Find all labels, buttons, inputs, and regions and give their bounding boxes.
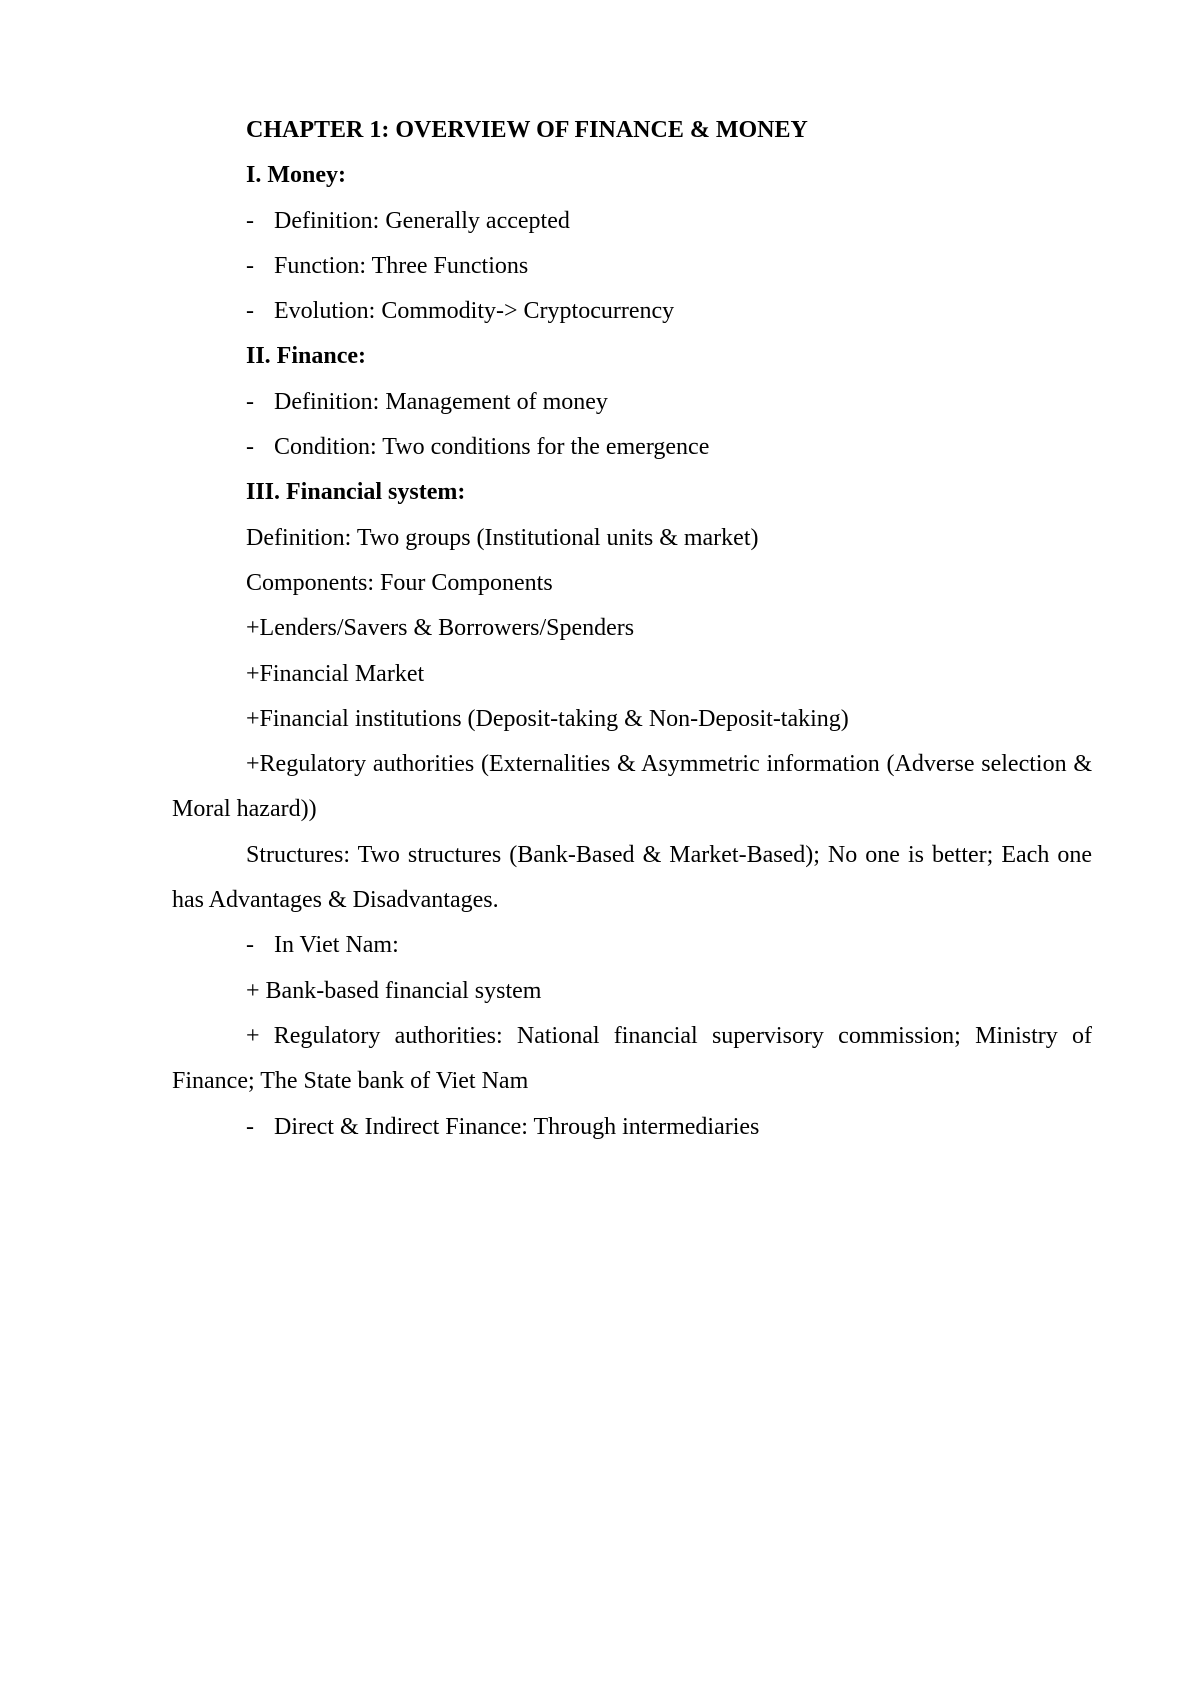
components-paragraph: Components: Four Components [246,569,553,596]
list-item [172,199,1092,244]
list-item-text: Direct & Indirect Finance: Through intermediaries [274,1113,760,1140]
bullet-dash: - [246,252,254,279]
document-body [172,108,1092,1150]
component-item: +Regulatory authorities (Externalities & Asymmetric information (Adverse selection & Moral hazard)) [172,751,1092,823]
list-item [172,425,1092,470]
bullet-dash: - [246,207,254,234]
list-item-text: In Viet Nam: [274,932,399,959]
bullet-dash: - [246,298,254,325]
list-item [172,289,1092,334]
list-item [172,380,1092,425]
bullet-dash: - [246,434,254,461]
component-item: +Financial institutions (Deposit-taking & Non-Deposit-taking) [246,705,849,732]
list-item-text: Definition: Management of money [274,388,608,415]
list-item [172,923,1092,968]
list-item-text: Evolution: Commodity-> Cryptocurrency [274,298,675,325]
section-heading-money: I. Money: [246,162,346,189]
section-heading-financial-system: III. Financial system: [246,479,466,506]
section-heading-finance: II. Finance: [246,343,366,370]
list-item [172,1105,1092,1150]
bullet-dash: - [246,1113,254,1140]
list-item [172,244,1092,289]
bullet-dash: - [246,932,254,959]
definition-paragraph: Definition: Two groups (Institutional units & market) [246,524,759,551]
structures-paragraph: Structures: Two structures (Bank-Based & Market-Based); No one is better; Each one has Advantages & Disadvantages. [172,841,1092,914]
viet-nam-item: + Bank-based financial system [246,977,542,1004]
component-item: +Lenders/Savers & Borrowers/Spenders [246,615,635,642]
bullet-dash: - [246,388,254,415]
viet-nam-item: + Regulatory authorities: National financial supervisory commission; Ministry of Finance; The State bank of Viet Nam [172,1022,1092,1095]
list-item-text: Condition: Two conditions for the emergence [274,434,710,461]
list-item-text: Definition: Generally accepted [274,207,570,234]
list-item-text: Function: Three Functions [274,252,529,279]
chapter-title: CHAPTER 1: OVERVIEW OF FINANCE & MONEY [246,117,808,143]
component-item: +Financial Market [246,660,425,687]
